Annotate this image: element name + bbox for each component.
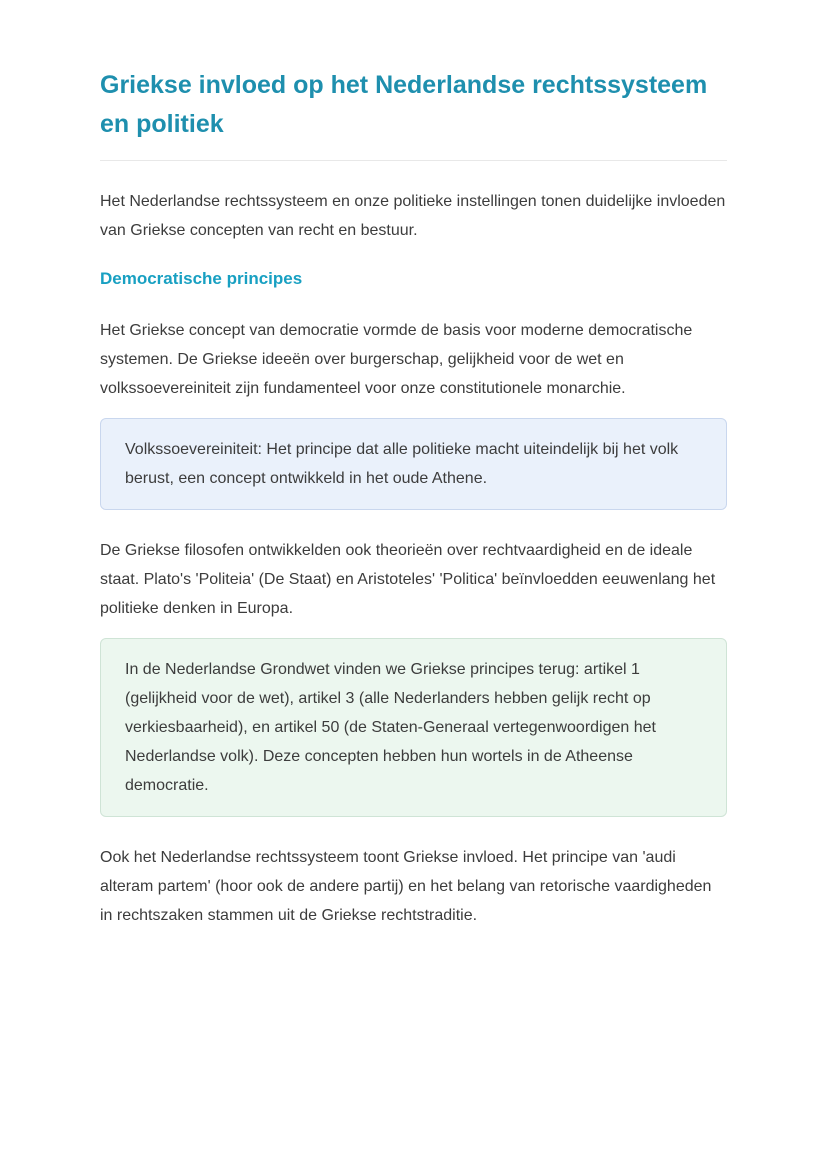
section-heading-democratische-principes: Democratische principes [100, 269, 303, 288]
page-title: Griekse invloed op het Nederlandse rechtssysteem en politiek [100, 66, 727, 161]
definition-callout-box: Volkssoevereiniteit: Het principe dat alle politieke macht uiteindelijk bij het volk berust, een concept ontwikkeld in het oude Athene. [100, 418, 727, 510]
intro-paragraph: Het Nederlandse rechtssysteem en onze politieke instellingen tonen duidelijke invloeden van Griekse concepten van recht en bestuur. [100, 193, 726, 239]
paragraph-philosophers: De Griekse filosofen ontwikkelden ook theorieën over rechtvaardigheid en de ideale staat. Plato's 'Politeia' (De Staat) en Aristoteles' 'Politica' beïnvloedden eeuwenlang het politieke denken in Europa. [100, 542, 716, 617]
paragraph-democracy: Het Griekse concept van democratie vormde de basis voor moderne democratische systemen. De Griekse ideeën over burgerschap, gelijkheid voor de wet en volkssoevereiniteit zijn fundamenteel voor onze constitutionele monarchie. [100, 322, 693, 397]
paragraph-law: Ook het Nederlandse rechtssysteem toont Griekse invloed. Het principe van 'audi alteram partem' (hoor ook de andere partij) en het belang van retorische vaardigheden in rechtszaken stammen uit de Griekse rechtstraditie. [100, 849, 712, 924]
example-callout-box: In de Nederlandse Grondwet vinden we Griekse principes terug: artikel 1 (gelijkheid voor de wet), artikel 3 (alle Nederlanders hebben gelijk recht op verkiesbaarheid), en artikel 50 (de Staten-Generaal vertegenwoordigen het Nederlandse volk). Deze concepten hebben hun wortels in de Atheense democratie. [100, 638, 727, 817]
